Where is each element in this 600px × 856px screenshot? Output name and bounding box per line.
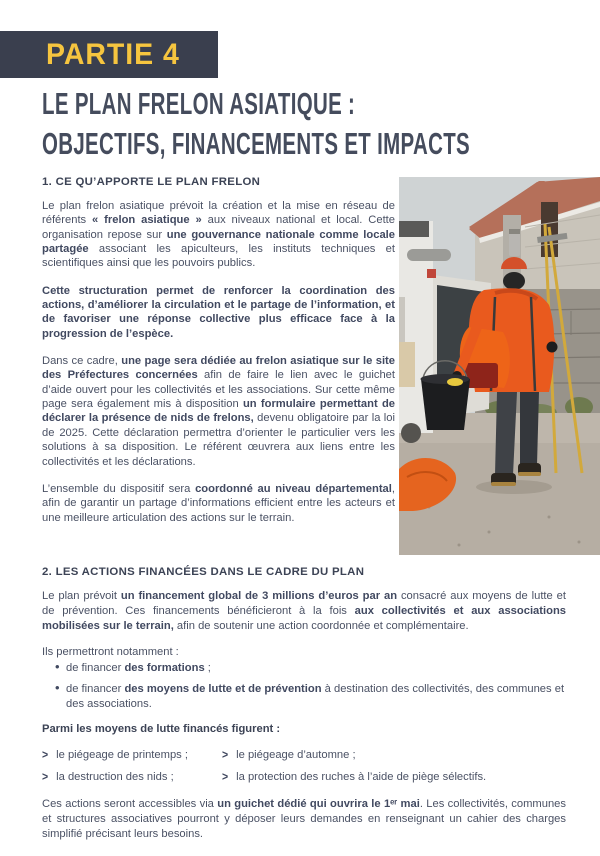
arrow-icon: > — [222, 748, 229, 763]
paragraph: Ces actions seront accessibles via un guichet dédié qui ouvrira le 1ᵉʳ mai. Les collectivités, communes et structures associatives pourront y déposer leurs demandes en renseignant un cahier des charges simplifié précisant leurs besoins. — [42, 797, 567, 840]
list-item-text: de financer des moyens de lutte et de prévention à destination des collectivités, des communes et des associations. — [66, 682, 565, 710]
means-item-text: le piégeage d’automne ; — [236, 749, 356, 762]
means-item — [42, 748, 222, 763]
financed-list — [42, 661, 566, 711]
arrow-icon: > — [42, 748, 49, 763]
section-2-heading: 2. LES ACTIONS FINANCÉES DANS LE CADRE DU PLAN — [42, 566, 365, 578]
means-item-text: la destruction des nids ; — [56, 771, 174, 784]
paragraph: Le plan prévoit un financement global de 3 millions d’euros par an consacré aux moyens de lutte et de prévention. Ces financements bénéficieront à la fois aux collectivités et aux associations mobilisées sur le terrain, afin de soutenir une action coordonnée et complémentaire. — [42, 590, 566, 632]
means-item-text: la protection des ruches à l’aide de piège sélectifs. — [236, 771, 487, 784]
paragraph: Cette structuration permet de renforcer la coordination des actions, d’améliorer la circulation et le partage de l’information, et de favoriser une réponse collective plus efficace face à la progression de l’espèce. — [42, 284, 395, 340]
paragraph: Le plan frelon asiatique prévoit la création et la mise en réseau de référents « frelon asiatique » aux niveaux national et local. Cette organisation repose sur une gouvernance nationale comme locale partagée associant les apiculteurs, les instituts techniques et scientifiques ainsi que les pouvoirs publics. — [42, 200, 396, 270]
section-2 — [42, 566, 566, 853]
means-item — [222, 748, 566, 763]
page-title-line1: LE PLAN FRELON ASIATIQUE : — [42, 86, 356, 121]
list-intro: Ils permettront notamment : — [42, 646, 179, 659]
section-1-heading: 1. CE QU’APPORTE LE PLAN FRELON — [42, 176, 261, 188]
list-item — [42, 661, 566, 676]
means-grid — [42, 748, 566, 785]
bullet-icon: • — [55, 679, 60, 695]
part-badge-label: PARTIE 4 — [46, 37, 180, 71]
page-title-line2: OBJECTIFS, FINANCEMENTS ET IMPACTS — [42, 126, 471, 161]
list-item — [42, 679, 566, 712]
bullet-icon: • — [55, 659, 60, 675]
arrow-icon: > — [42, 770, 49, 785]
means-item-text: le piégeage de printemps ; — [56, 749, 188, 762]
means-item — [42, 770, 222, 785]
paragraph: Dans ce cadre, une page sera dédiée au frelon asiatique sur le site des Préfectures concernées afin de faire le lien avec le guichet d’aide ouvert pour les collectivités et les associations. Sur cette même page sera également mis à disposition un formulaire permettant de déclarer la présence de nids de frelons, devenu obligatoire par la loi de 2025. Cette déclaration permettra d’orienter le particulier vers les solutions à sa disposition. Le référent œuvrera aux liens entre les collectivités et les déclarations. — [42, 355, 396, 468]
hornet-technician-photo — [399, 177, 600, 555]
means-item — [222, 770, 566, 785]
page-title — [42, 84, 470, 164]
paragraph: L’ensemble du dispositif sera coordonné au niveau départemental, afin de garantir un partage d’informations efficient entre les acteurs et une meilleure articulation des actions sur le terrain. — [42, 482, 395, 524]
means-heading: Parmi les moyens de lutte financés figurent : — [42, 722, 281, 735]
arrow-icon: > — [222, 770, 229, 785]
part-badge — [0, 31, 218, 78]
list-item-text: de financer des formations ; — [66, 662, 211, 675]
section-1 — [42, 176, 395, 538]
